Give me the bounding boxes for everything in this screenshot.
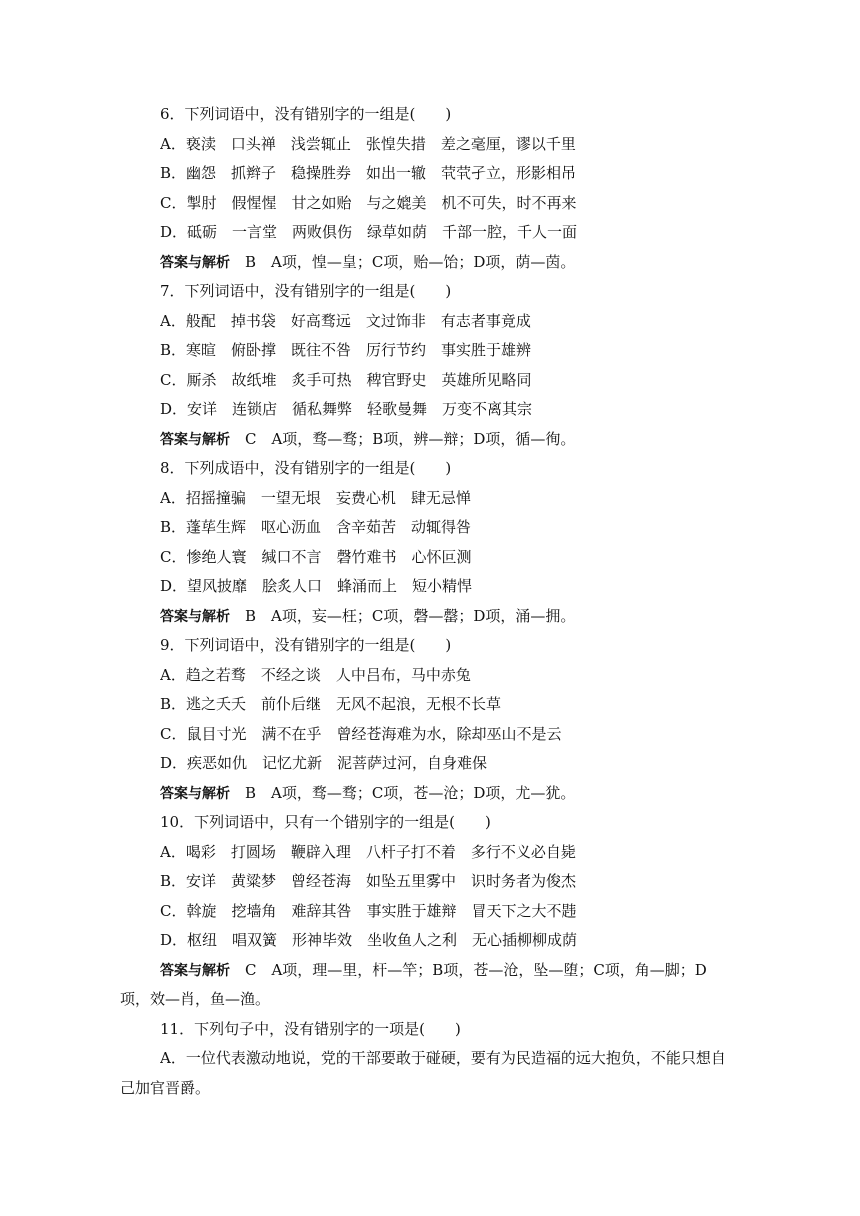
answer-label: 答案与解析 (160, 608, 230, 625)
question-stem: 11．下列句子中，没有错别字的一项是( ) (160, 1019, 461, 1038)
option-b: B．幽怨 抓辫子 稳操胜券 如出一辙 茕茕孑立，形影相吊 (160, 164, 577, 182)
answer-text: B A项，骛—骛；C项，苍—沧；D项，尤—犹。 (230, 783, 576, 802)
answer-line (160, 248, 740, 278)
option-a: A．般配 掉书袋 好高骛远 文过饰非 有志者事竟成 (160, 311, 531, 330)
question-stem: 9．下列词语中，没有错别字的一组是( ) (160, 636, 452, 654)
answer-label: 答案与解析 (160, 785, 230, 802)
option-b: B．寒暄 俯卧撑 既往不咎 厉行节约 事实胜于雄辨 (160, 341, 532, 359)
answer-text: B A项，妄—枉；C项，磬—罄；D项，涌—拥。 (230, 606, 576, 625)
answer-text: C A项，理—里，杆—竿；B项，苍—沧，坠—堕；C项，角—脚；D (230, 960, 707, 979)
question-stem: 6．下列词语中，没有错别字的一组是( ) (160, 105, 452, 123)
option-b: B．逃之夭夭 前仆后继 无风不起浪，无根不长草 (160, 695, 502, 713)
option-d: D．安详 连锁店 循私舞弊 轻歌曼舞 万变不离其宗 (160, 400, 533, 418)
option-a: A．趋之若骛 不经之谈 人中吕布，马中赤兔 (160, 665, 471, 684)
answer-label: 答案与解析 (160, 254, 230, 271)
option-d: D．砥砺 一言堂 两败俱伤 绿草如荫 千部一腔，千人一面 (160, 223, 578, 241)
answer-text: B A项，惶—皇；C项，贻—饴；D项，荫—茵。 (230, 252, 576, 271)
option-a: A．一位代表激动地说，党的干部要敢于碰硬，要有为民造福的远大抱负，不能只想自 (160, 1049, 726, 1067)
answer-line (160, 602, 740, 632)
option-c: C．惨绝人寰 缄口不言 磬竹难书 心怀叵测 (160, 547, 472, 566)
option-b: B．安详 黄粱梦 曾经苍海 如坠五里雾中 识时务者为俊杰 (160, 872, 577, 890)
option-d: D．疾恶如仇 记忆尤新 泥菩萨过河，自身难保 (160, 754, 488, 772)
option-c: C．斡旋 挖墙角 难辞其咎 事实胜于雄辩 冒天下之大不韪 (160, 901, 577, 920)
answer-continuation: 项，效—肖，鱼—渔。 (120, 990, 271, 1008)
question-stem: 8．下列成语中，没有错别字的一组是( ) (160, 459, 452, 477)
option-a: A．招摇撞骗 一望无垠 妄费心机 肆无忌惮 (160, 488, 471, 507)
answer-line (160, 779, 740, 809)
document-body (120, 100, 740, 1103)
answer-label: 答案与解析 (160, 962, 230, 979)
option-b: B．蓬荜生辉 呕心沥血 含辛茹苦 动辄得咎 (160, 518, 472, 536)
option-a: A．喝彩 打圆场 鞭辟入理 八杆子打不着 多行不义必自毙 (160, 842, 576, 861)
option-c: C．厮杀 故纸堆 炙手可热 稗官野史 英雄所见略同 (160, 370, 532, 389)
answer-line (160, 956, 740, 986)
option-d: D．枢纽 唱双簧 形神毕效 坐收鱼人之利 无心插柳柳成荫 (160, 931, 578, 949)
answer-text: C A项，骛—骛；B项，辨—辩；D项，循—徇。 (230, 429, 576, 448)
answer-line (160, 425, 740, 455)
option-a: A．亵渎 口头禅 浅尝辄止 张惶失措 差之毫厘，谬以千里 (160, 134, 576, 153)
question-stem: 7．下列词语中，没有错别字的一组是( ) (160, 282, 452, 300)
option-continuation: 己加官晋爵。 (120, 1078, 211, 1097)
question-stem: 10．下列词语中，只有一个错别字的一组是( ) (160, 813, 491, 831)
option-d: D．望风披靡 脍炙人口 蜂涌而上 短小精悍 (160, 577, 473, 595)
option-c: C．鼠目寸光 满不在乎 曾经苍海难为水，除却巫山不是云 (160, 724, 562, 743)
answer-label: 答案与解析 (160, 431, 230, 448)
option-c: C．掣肘 假惺惺 甘之如贻 与之媲美 机不可失，时不再来 (160, 193, 577, 212)
